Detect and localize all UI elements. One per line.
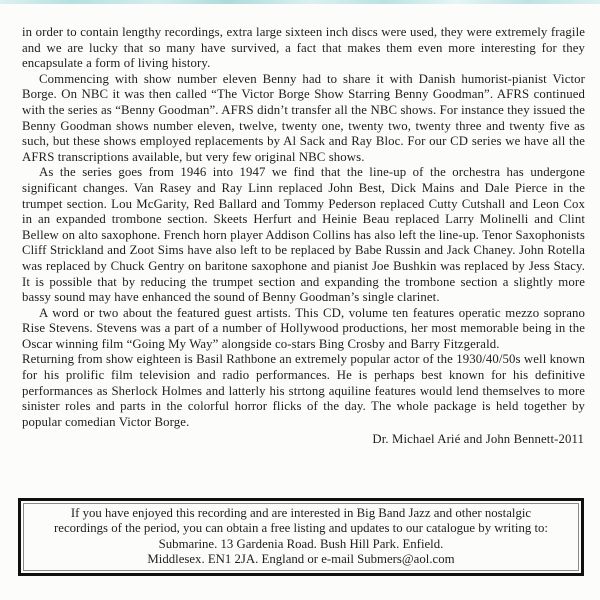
paragraph-discs: in order to contain lengthy recordings, extra large sixteen inch discs were used, they were extremely fragile and we are lucky that so many have survived, a fact that makes them even more interesting for they encapsulate a form of living history. — [22, 25, 585, 71]
paragraph-orchestra-lineup: As the series goes from 1946 into 1947 we find that the line-up of the orchestra has undergone significant changes. Van Rasey and Ray Linn replaced John Best, Dick Mains and Dale Pierce in the trumpet section. Lou McGarity, Red Ballard and Tommy Pederson replaced Cutty Cutshall and Leon Cox in an expanded trombone section. Skeets Herfurt and Heinie Beau replaced Larry Molinelli and Clint Bellew on alto saxophone. French horn player Addison Collins has also left the line-up. Tenor Saxophonists Cliff Strickland and Zoot Sims have also left to be replaced by Babe Russin and Jack Chaney. John Rotella was replaced by Chuck Gentry on baritone saxophone and pianist Joe Bushkin was replaced by Jess Stacy. It is possible that by reducing the trumpet section and expanding the trombone section a slightly more bassy sound may have enhanced the sound of Benny Goodman’s single clarinet. — [22, 165, 585, 305]
notice-line-email: Middlesex. EN1 2JA. England or e-mail Submers@aol.com — [147, 551, 455, 566]
notice-line-1: If you have enjoyed this recording and are interested in Big Band Jazz and other nostalgic — [70, 506, 532, 520]
catalogue-notice-box — [18, 498, 584, 576]
author-byline: Dr. Michael Arié and John Bennett-2011 — [372, 432, 584, 447]
paragraph-victor-borge-show: Commencing with show number eleven Benny had to share it with Danish humorist-pianist Victor Borge. On NBC it was then called “The Victor Borge Show Starring Benny Goodman”. AFRS continued with the series as “Benny Goodman”. AFRS didn’t transfer all the NBC shows. For instance they issued the Benny Goodman shows number eleven, twelve, twenty one, twenty two, twenty three and twenty five as such, but these shows employed replacements by Al Sack and Ray Bloc. For our CD series we have all the AFRS transcriptions available, but very few original NBC shows. — [22, 71, 585, 164]
page-edge-decoration — [0, 0, 600, 4]
paragraph-basil-rathbone: Returning from show eighteen is Basil Rathbone an extremely popular actor of the 1930/40/50s well known for his prolific film television and radio performances. He is perhaps best known for his definitive performances as Sherlock Holmes and latterly his strtong aquiline features would lend themselves to more sinister roles and parts in the colorful horror flicks of the day. The whole package is held together by popular comedian Victor Borge. — [22, 352, 585, 429]
liner-notes-text — [22, 25, 585, 448]
notice-line-address: Submarine. 13 Gardenia Road. Bush Hill Park. Enfield. — [158, 536, 444, 551]
catalogue-notice-inner — [23, 503, 579, 571]
notice-line-2: recordings of the period, you can obtain a free listing and updates to our catalogue by writing to: — [54, 521, 548, 536]
paragraph-guest-artists: A word or two about the featured guest artists. This CD, volume ten features operatic mezzo soprano Rise Stevens. Stevens was a part of a number of Hollywood productions, her most memorable being in the Oscar winning film “Going My Way” alongside co-stars Bing Crosby and Barry Fitzgerald. — [22, 305, 585, 351]
